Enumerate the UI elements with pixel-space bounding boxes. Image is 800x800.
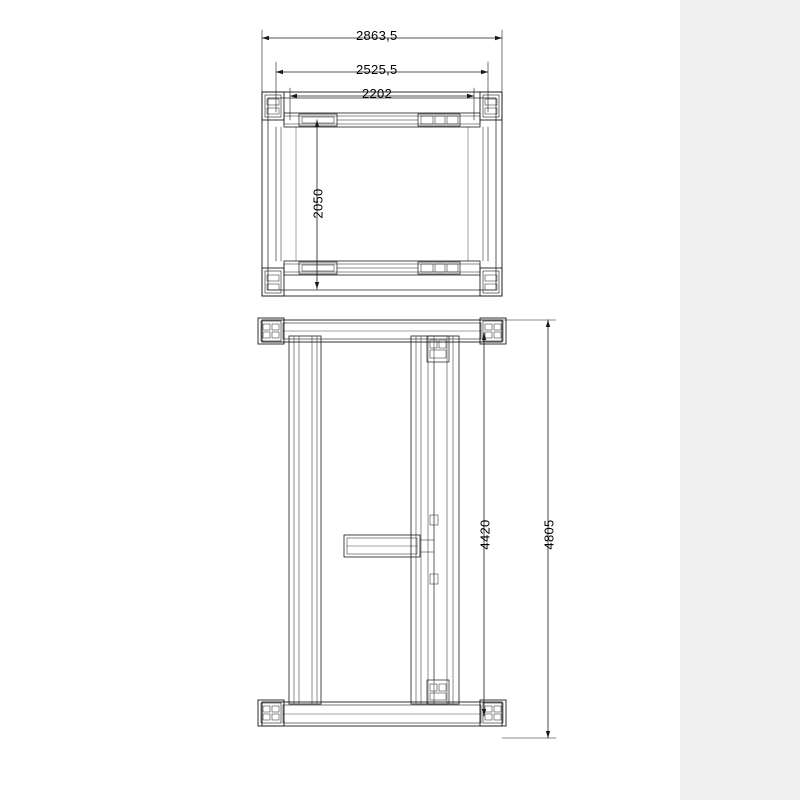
dimension-label-lift-height: 4420 bbox=[477, 519, 493, 550]
dimension-label-clear-width: 2202 bbox=[362, 86, 393, 101]
front-view-geometry bbox=[258, 318, 556, 738]
dimension-label-depth: 2050 bbox=[310, 188, 326, 219]
dimension-label-overall-width: 2863,5 bbox=[356, 28, 398, 43]
dimension-label-inner-width: 2525,5 bbox=[356, 62, 398, 77]
dimension-label-overall-height: 4805 bbox=[541, 519, 557, 550]
